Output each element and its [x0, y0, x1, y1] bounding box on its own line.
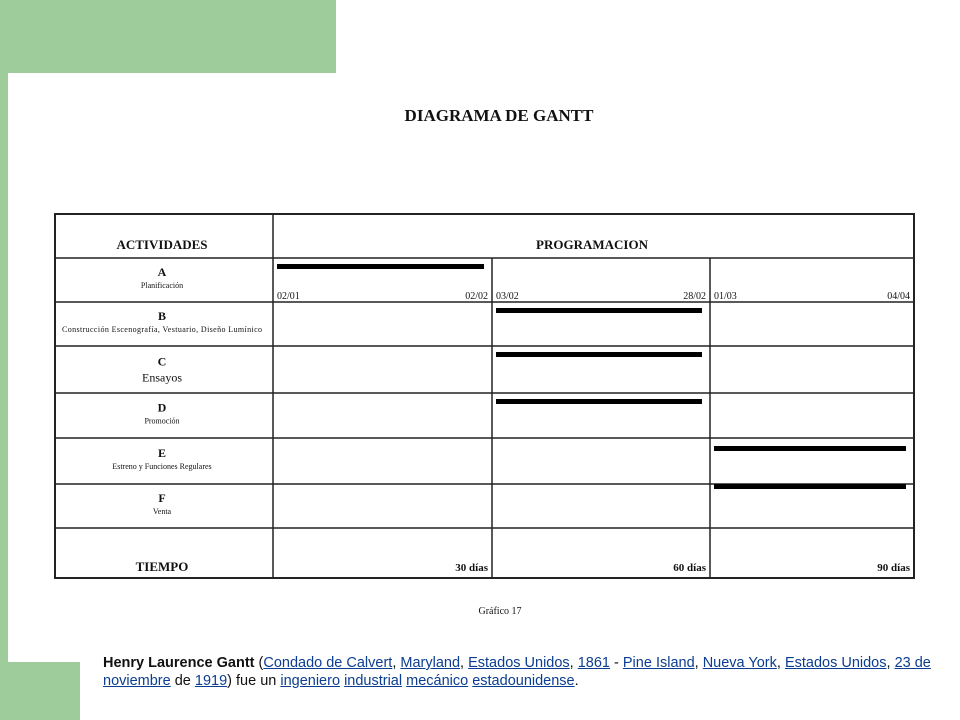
- gantt-grid: [55, 214, 914, 578]
- link-estados-unidos-2[interactable]: Estados Unidos: [784, 655, 887, 671]
- caption-text: de: [170, 673, 195, 689]
- caption-text: ,: [392, 655, 401, 671]
- activity-letter: F: [158, 491, 166, 505]
- period-total: 90 días: [877, 562, 910, 574]
- diagram-title: DIAGRAMA DE GANTT: [404, 106, 594, 125]
- period-end-date: 04/04: [887, 291, 910, 302]
- period-end-date: 28/02: [683, 291, 706, 302]
- activity-letter: C: [157, 354, 167, 369]
- link-industrial[interactable]: industrial: [344, 673, 403, 689]
- gantt-bar: [277, 264, 484, 269]
- link-pine-island[interactable]: Pine Island: [622, 655, 695, 671]
- caption-text: ,: [569, 655, 578, 671]
- link-condado-de-calvert[interactable]: Condado de Calvert: [263, 655, 393, 671]
- caption-text: .: [574, 673, 579, 689]
- caption-text: -: [610, 655, 623, 671]
- link-estados-unidos[interactable]: Estados Unidos: [468, 655, 570, 671]
- header-activities: ACTIVIDADES: [116, 237, 208, 252]
- gantt-bar: [496, 399, 702, 404]
- period-total: 60 días: [673, 562, 706, 574]
- caption-text: ,: [460, 655, 469, 671]
- gantt-bar: [714, 484, 906, 489]
- gantt-bar: [496, 352, 702, 357]
- link-1919[interactable]: 1919: [194, 673, 228, 689]
- caption-text: ,: [776, 655, 785, 671]
- activity-description: Promoción: [144, 416, 180, 426]
- link-1861[interactable]: 1861: [577, 655, 610, 671]
- activity-description: Ensayos: [142, 370, 182, 385]
- caption: [103, 654, 933, 690]
- period-end-date: 02/02: [465, 291, 488, 302]
- figure-label: Gráfico 17: [478, 606, 522, 617]
- link-estadounidense[interactable]: estadounidense: [472, 673, 575, 689]
- link-ingeniero[interactable]: ingeniero: [280, 673, 341, 689]
- table-border: [55, 214, 914, 578]
- period-start-date: 01/03: [714, 291, 737, 302]
- period-start-date: 03/02: [496, 291, 519, 302]
- activity-description: Construcción Escenografía, Vestuario, Diseño Lumínico: [62, 325, 262, 334]
- caption-text: ) fue un: [227, 673, 281, 689]
- gantt-bar: [496, 308, 702, 313]
- link-nueva-york[interactable]: Nueva York: [702, 655, 777, 671]
- time-label: TIEMPO: [135, 559, 189, 574]
- link-maryland[interactable]: Maryland: [400, 655, 461, 671]
- caption-text: ,: [886, 655, 895, 671]
- activity-description: Estreno y Funciones Regulares: [112, 462, 212, 471]
- activity-letter: D: [157, 400, 167, 415]
- period-start-date: 02/01: [277, 291, 300, 302]
- caption-text: (: [254, 655, 264, 671]
- link-23-de-noviembre[interactable]: 23 de noviembre: [103, 655, 931, 689]
- caption-text: ,: [694, 655, 703, 671]
- activity-description: Venta: [152, 507, 172, 516]
- period-total: 30 días: [455, 562, 488, 574]
- activity-letter: A: [157, 265, 167, 279]
- activity-letter: E: [157, 446, 167, 460]
- link-mecanico[interactable]: mecánico: [406, 673, 469, 689]
- caption-name: Henry Laurence Gantt: [103, 655, 255, 671]
- gantt-bar: [714, 446, 906, 451]
- activity-letter: B: [157, 309, 167, 323]
- activity-description: Planificación: [140, 281, 184, 290]
- header-schedule: PROGRAMACION: [536, 237, 648, 252]
